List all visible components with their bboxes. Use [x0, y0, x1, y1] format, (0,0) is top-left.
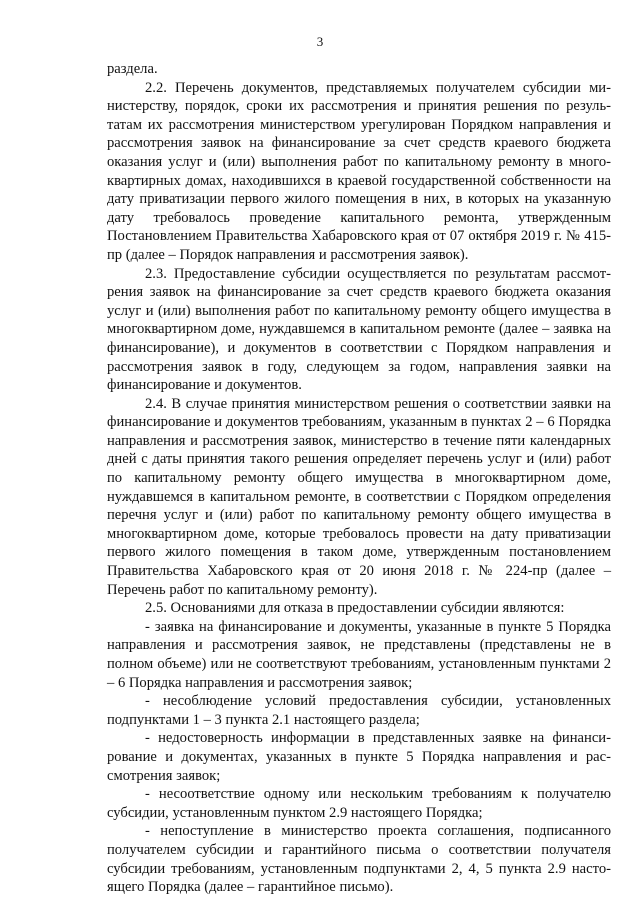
paragraph-2-3: 2.3. Предоставление субсидии осуществляется по результатам рассмотрения заявок на финансирование за счет средств краевого бюджета оказания услуг и (или) выполнения работ по капитальному ремонту общего имущества в многоквартирном доме, нуждавшемся в капитальном ремонте (далее – заявка на финансирование), и документов в соответствии с Порядком направления и рассмотрения заявок в году, следующем за годом, направления заявки на финансирование и документов.	[107, 265, 611, 394]
paragraph-2-4: 2.4. В случае принятия министерством решения о соответствии заявки на финансирование и документов требованиям, указанным в пунктах 2 – 6 Порядка направления и рассмотрения заявок, министерство в течение пяти календарных дней с даты принятия такого решения определяет перечень услуг и (или) работ по капитальному ремонту общего имущества в многоквартирном доме, нуждавшемся в капитальном ремонте, в соответствии с Порядком определения перечня услуг и (или) работ по капитальному ремонту общего имущества в многоквартирном доме, которые требовалось провести на дату приватизации первого жилого помещения в таком доме, утвержденным постановлением Правительства Хабаровского края от 20 июня 2018 г. № 224-пр (далее – Перечень работ по капитальному ремонту).	[107, 395, 611, 598]
page-number: 3	[316, 34, 324, 49]
refusal-ground-item: - непоступление в министерство проекта соглашения, подписанного получателем субсидии и гарантийного письма о соответствии получателя субсидии требованиям, установленным подпунктами 2, 4, 5 пункта 2.9 настоящего Порядка (далее – гарантийное письмо).	[107, 823, 611, 896]
refusal-ground-item: - заявка на финансирование и документы, указанные в пункте 5 Порядка направления и рассмотрения заявок, не представлены (представлены не в полном объеме) или не соответствуют требованиям, установленным пунктами 2 – 6 Порядка направления и рассмотрения заявок;	[107, 618, 611, 691]
paragraph-2-5: 2.5. Основаниями для отказа в предоставлении субсидии являются:	[145, 600, 565, 617]
refusal-ground-item: - недостоверность информации в представленных заявке на финансирование и документах, указанных в пункте 5 Порядка направления и рассмотрения заявок;	[107, 730, 611, 784]
refusal-ground-item: - несоответствие одному или нескольким требованиям к получателю субсидии, установленным пунктом 2.9 настоящего Порядка;	[107, 786, 611, 821]
paragraph-section-end: раздела.	[107, 61, 158, 77]
refusal-ground-item: - несоблюдение условий предоставления субсидии, установленных подпунктами 1 – 3 пункта 2.1 настоящего раздела;	[107, 693, 611, 728]
paragraph-2-2: 2.2. Перечень документов, представляемых получателем субсидии министерству, порядок, сроки их рассмотрения и принятия решения по результатам их рассмотрения министерством урегулирован Порядком направления и рассмотрения заявок на финансирование за счет средств краевого бюджета оказания услуг и (или) выполнения работ по капитальному ремонту в многоквартирных домах, находившихся в краевой государственной собственности на дату приватизации первого жилого помещения в них, в которых на указанную дату требовалось проведение капитального ремонта, утвержденным Постановлением Правительства Хабаровского края от 07 октября 2019 г. № 415-пр (далее – Порядок направления и рассмотрения заявок).	[107, 79, 611, 263]
document-body	[107, 60, 611, 897]
